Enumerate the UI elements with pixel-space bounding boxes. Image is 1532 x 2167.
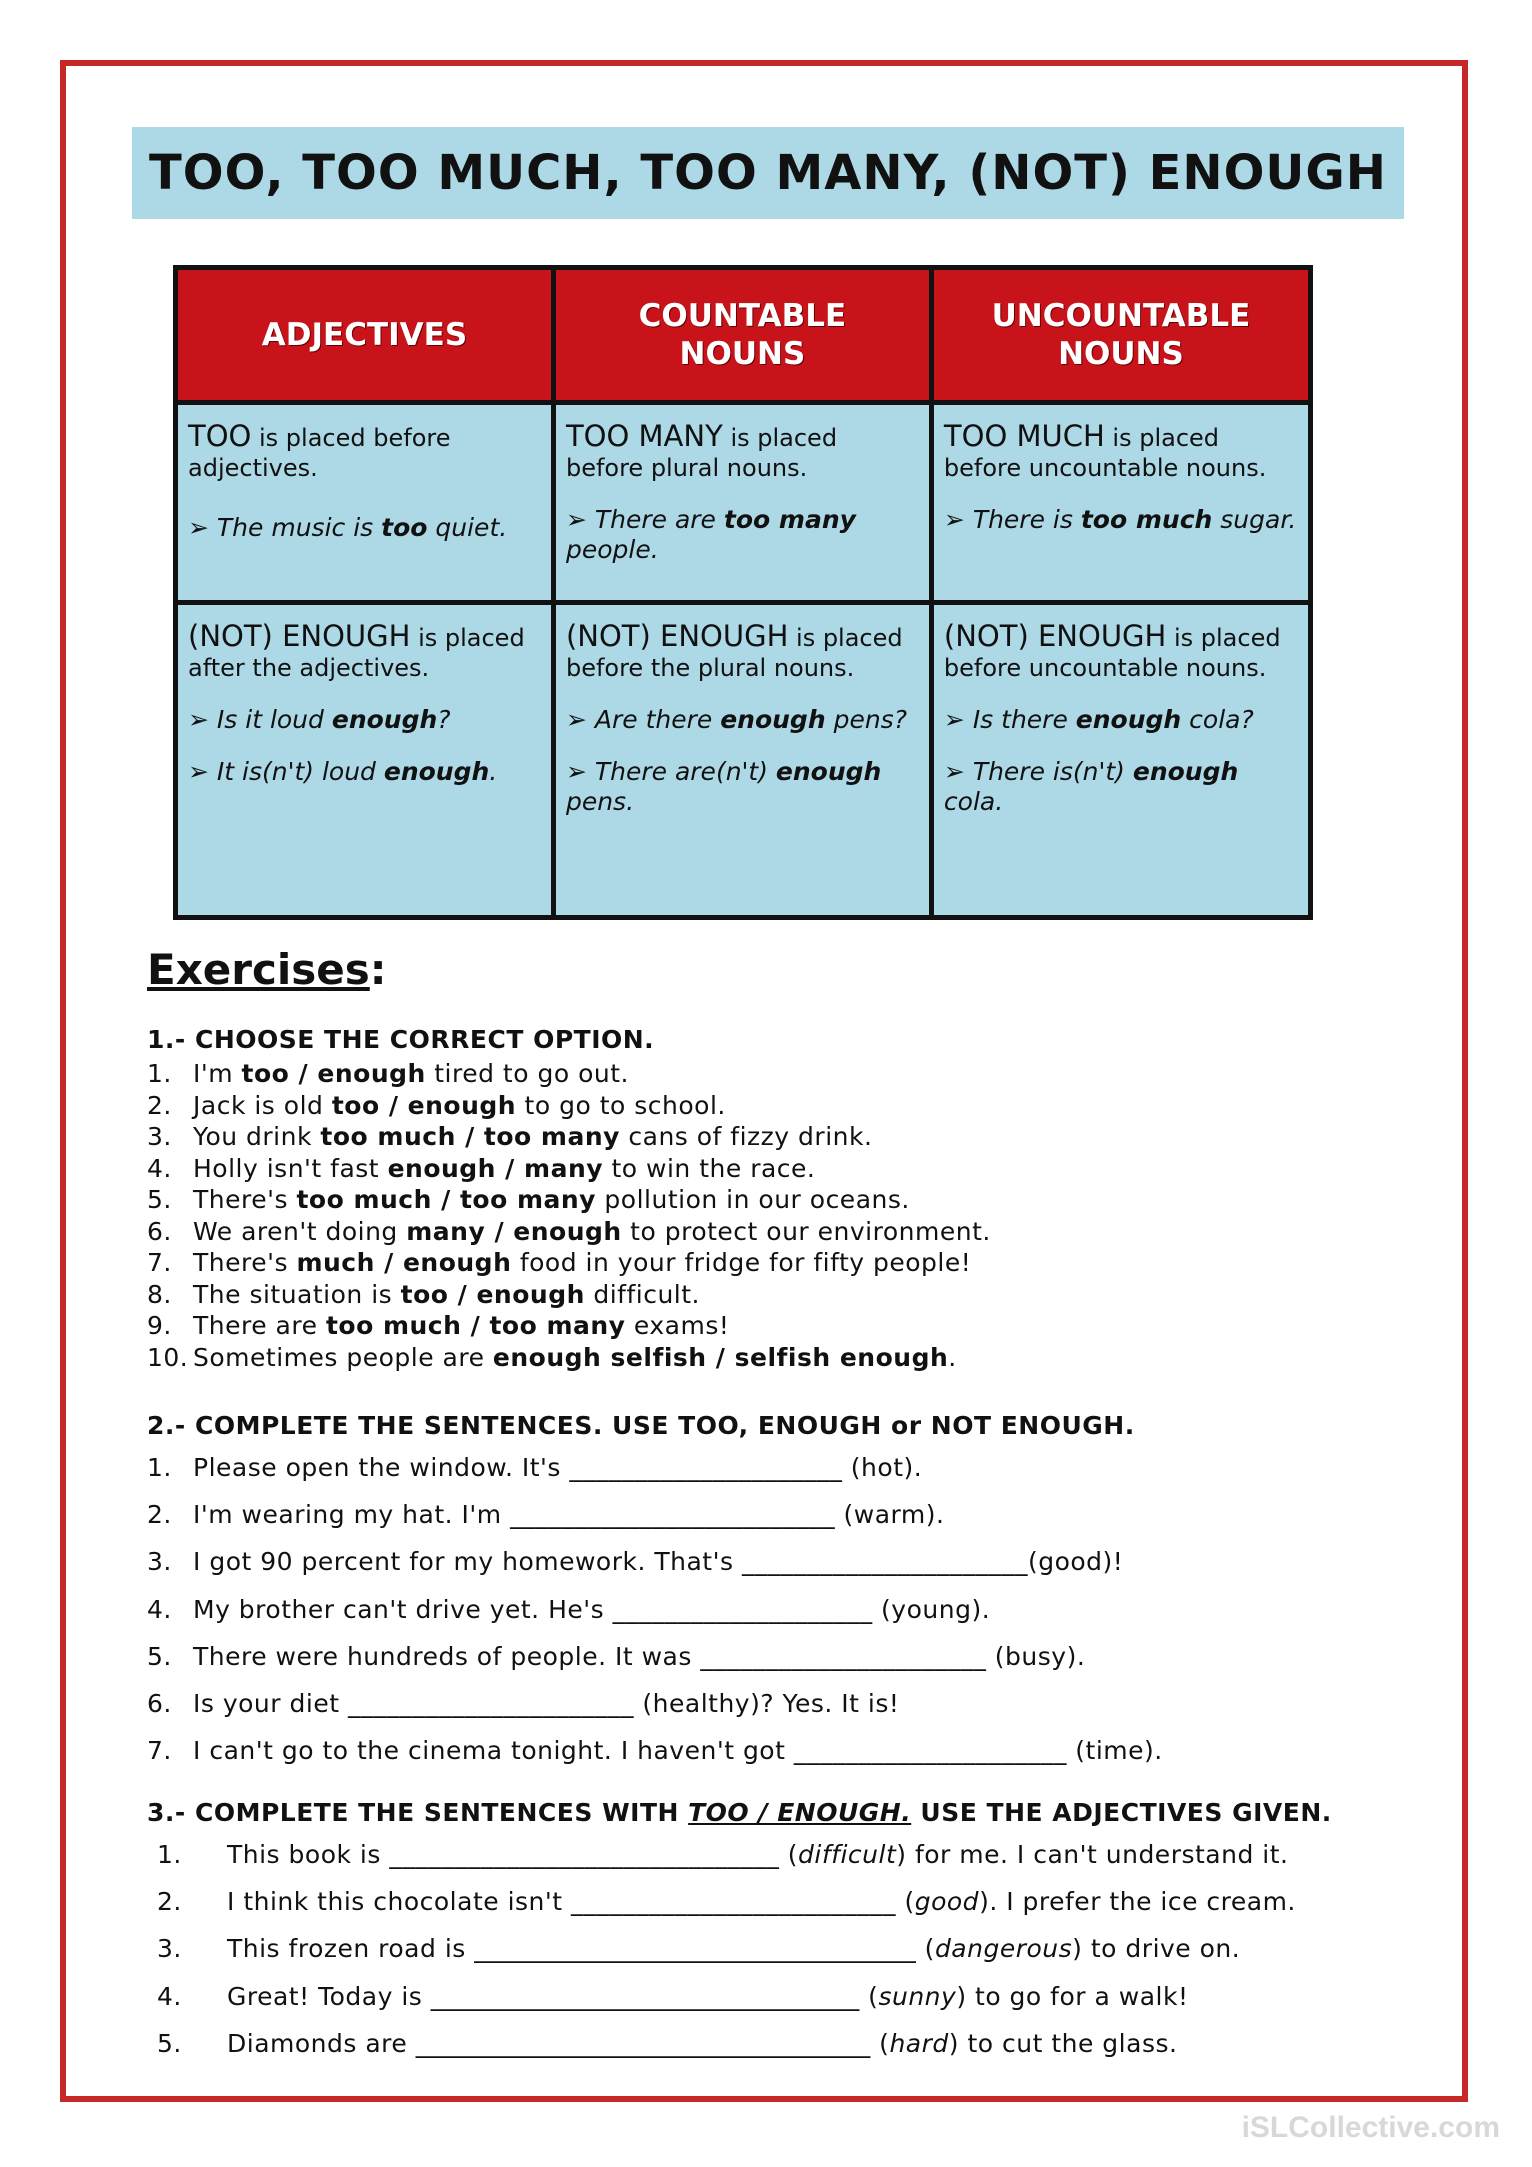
list-item: 1. I'm too / enough tired to go out. bbox=[147, 1059, 629, 1088]
list-item: 6. We aren't doing many / enough to protect our environment. bbox=[147, 1216, 991, 1246]
exercise-3-heading: 3.- COMPLETE THE SENTENCES WITH TOO / ENOUGH. USE THE ADJECTIVES GIVEN. bbox=[147, 1798, 1332, 1827]
list-item: 4. My brother can't drive yet. He's ____________________ (young). bbox=[147, 1594, 991, 1624]
cell-adjectives-enough: (NOT) ENOUGH is placed after the adjectives. ➢ Is it loud enough? ➢ It is(n't) loud enough. bbox=[176, 603, 554, 918]
exercise-3-list bbox=[147, 1831, 1417, 2067]
list-item: 5. There were hundreds of people. It was ______________________ (busy). bbox=[147, 1641, 1086, 1671]
list-item: 5. There's too much / too many pollution in our oceans. bbox=[147, 1185, 910, 1214]
list-item: 2. Jack is old too / enough to go to school. bbox=[147, 1090, 726, 1120]
list-item: 8. The situation is too / enough difficult. bbox=[147, 1279, 701, 1309]
watermark: iSLCollective.com bbox=[1241, 2111, 1500, 2144]
grammar-table bbox=[173, 265, 1313, 920]
header-adjectives: ADJECTIVES bbox=[176, 268, 554, 403]
list-item: 5. Diamonds are ___________________________________ (hard) to cut the glass. bbox=[157, 2028, 1178, 2058]
list-item: 7. There's much / enough food in your fridge for fifty people! bbox=[147, 1248, 972, 1277]
list-item: 4. Holly isn't fast enough / many to win the race. bbox=[147, 1153, 816, 1183]
list-item: 4. Great! Today is _________________________________ (sunny) to go for a walk! bbox=[157, 1981, 1189, 2011]
exercise-2-heading: 2.- COMPLETE THE SENTENCES. USE TOO, ENOUGH or NOT ENOUGH. bbox=[147, 1411, 1135, 1440]
list-item: 7. I can't go to the cinema tonight. I haven't got _____________________ (time). bbox=[147, 1736, 1163, 1766]
cell-uncountable-too-much: TOO MUCH is placed before uncountable nouns. ➢ There is too much sugar. bbox=[931, 403, 1310, 603]
list-item: 3. You drink too much / too many cans of fizzy drink. bbox=[147, 1122, 873, 1151]
list-item: 1. This book is ______________________________ (difficult) for me. I can't understand it. bbox=[157, 1840, 1289, 1869]
cell-adjectives-too: TOO is placed before adjectives. ➢ The music is too quiet. bbox=[176, 403, 554, 603]
list-item: 10. Sometimes people are enough selfish / selfish enough. bbox=[147, 1342, 957, 1372]
list-item: 3. I got 90 percent for my homework. That's ______________________(good)! bbox=[147, 1547, 1124, 1577]
exercise-2-list bbox=[147, 1444, 1417, 1774]
exercise-1-list bbox=[147, 1058, 1417, 1373]
exercise-1-heading: 1.- CHOOSE THE CORRECT OPTION. bbox=[147, 1025, 655, 1054]
list-item: 2. I think this chocolate isn't _________________________ (good). I prefer the ice cream. bbox=[157, 1887, 1296, 1917]
exercise-2 bbox=[147, 1408, 1417, 1774]
exercise-3 bbox=[147, 1795, 1417, 2067]
list-item: 9. There are too much / too many exams! bbox=[147, 1311, 730, 1340]
cell-countable-enough: (NOT) ENOUGH is placed before the plural nouns. ➢ Are there enough pens? ➢ There are(n't) enough pens. bbox=[553, 603, 931, 918]
title-banner bbox=[132, 127, 1404, 219]
exercises-heading: Exercises: bbox=[147, 945, 387, 994]
list-item: 3. This frozen road is __________________________________ (dangerous) to drive on. bbox=[157, 1934, 1241, 1964]
header-uncountable-nouns: UNCOUNTABLE NOUNS bbox=[931, 268, 1310, 403]
list-item: 2. I'm wearing my hat. I'm _________________________ (warm). bbox=[147, 1500, 945, 1530]
page-title: TOO, TOO MUCH, TOO MANY, (NOT) ENOUGH bbox=[149, 145, 1387, 201]
cell-countable-too-many: TOO MANY is placed before plural nouns. ➢ There are too many people. bbox=[553, 403, 931, 603]
list-item: 1. Please open the window. It's _____________________ (hot). bbox=[147, 1453, 923, 1482]
header-countable-nouns: COUNTABLE NOUNS bbox=[553, 268, 931, 403]
exercise-1 bbox=[147, 1022, 1417, 1373]
cell-uncountable-enough: (NOT) ENOUGH is placed before uncountable nouns. ➢ Is there enough cola? ➢ There is(n't) enough cola. bbox=[931, 603, 1310, 918]
list-item: 6. Is your diet ______________________ (healthy)? Yes. It is! bbox=[147, 1688, 900, 1718]
